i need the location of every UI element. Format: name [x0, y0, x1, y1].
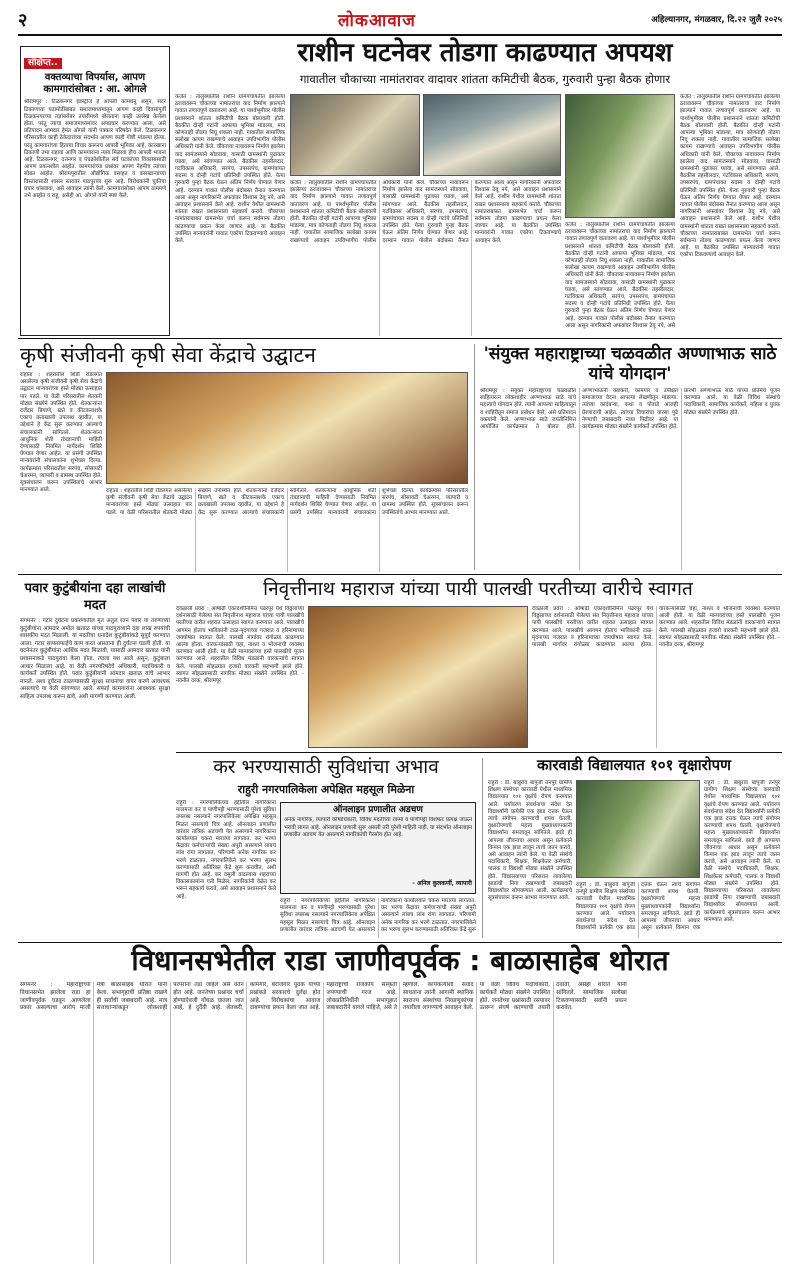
online-box-body: अनेक नागरिक, व्यापारी कोषाधिकारी, विविध मदतीच्या रकमा व पाणीपट्टी विशेषतः प्रत्यक्ष जाऊन भरावी लागत आहे. ऑनलाइन प्रणाली सुरू असली तरी पुरेशी माहिती नाही. या संदर्भात ऑनलाइन प्रणालीत अडचण येत असल्याने नागरिकांची गैरसोय होत आहे. [284, 817, 472, 838]
section-rule-3 [176, 752, 782, 753]
online-box-byline: - अनिल कुलकर्णी, व्यापारी [412, 880, 472, 888]
kar-body-left: राहुरी : नगरपालिकेच्या हद्दीतील नागरिकांना मालमत्ता कर व पाणीपट्टी भरण्यासाठी पुरेशा सुविधा उपलब्ध नसल्याने नगरपालिकेला अपेक्षित महसूल मिळत नसल्याचे चित्र आहे. ऑनलाइन प्रणालीत वारंवार तांत्रिक अडचणी येत असल्याने नागरिकांना कार्यालयात चकरा माराव्या लागतात. कर भरणा केंद्रावर कर्मचाऱ्यांची संख्या अपुरी असल्याने लांबच लांब रांगा लागतात. परिणामी अनेक नागरिक कर भरणे टाळतात. नगरपालिकेने कर भरणा सुलभ करण्यासाठी अतिरिक्त केंद्रे सुरू करावीत, अशी मागणी होत आहे. कर वसुली वाढल्यास शहराच्या विकासकामांना गती मिळेल. नागरिकांनी वेळेत कर भरून सहकार्य करावे, असे आवाहन प्रशासनाने केले आहे. [176, 800, 276, 900]
header-rule [18, 34, 782, 36]
brief-headline: वक्तव्याचा विपर्यास, आपण कामगारांसोबत : आ. ओगले [43, 72, 147, 96]
pawar-headline: पवार कुटुंबीयांना दहा लाखांची मदत [24, 581, 166, 613]
lead-headline: राशीन घटनेवर तोडगा काढण्यात अपयश [297, 38, 673, 68]
karwadi-body-left: राहुरी : डॉ. बाबुराव बापूजी तनपुरे ग्रामीण शिक्षण संस्थेच्या कारवाडी येथील माध्यमिक विद्यालयात १०१ वृक्षांचे रोपण करण्यात आले. पर्यावरण संवर्धनाचा संदेश देत विद्यार्थ्यांनी प्रत्येकी एक झाड दत्तक घेऊन त्याचे संगोपन करण्याची शपथ घेतली. वृक्षारोपणाचे महत्त्व मुख्याध्यापकांनी विद्यार्थ्यांना समजावून सांगितले. झाडे ही आपल्या जीवनाचा आधार असून प्रत्येकाने किमान एक झाड लावून त्याचे जतन करावे, असे आवाहन त्यांनी केले. या वेळी संस्थेचे पदाधिकारी, शिक्षक, शिक्षकेतर कर्मचारी, पालक व विद्यार्थी मोठ्या संख्येने उपस्थित होते. विद्यालयाच्या परिसरात लावलेल्या झाडांची निगा राखण्याची जबाबदारी विद्यार्थ्यांवर सोपवण्यात आली. कार्यक्रमाचे सूत्रसंचालन करून आभार मानण्यात आले. [488, 780, 572, 902]
lead-body-far-right: कर्जत : तालुक्यातील राशीन ग्रामपंचायतीत झालेल्या ठरावावरून चौकाच्या नामांतराचा वाद निर्माण झाल्याने गावात तणावपूर्ण वातावरण आहे. या पार्श्वभूमीवर पोलीस प्रशासनाने शांतता कमिटीची बैठक बोलावली होती. बैठकीत दोन्ही गटांनी आपल्या भूमिका मांडल्या, मात्र कोणताही तोडगा निघू शकला नाही. गावातील सामाजिक सलोखा कायम राखण्याचे आवाहन उपविभागीय पोलीस अधिकारी यांनी केले. चौकाच्या नावावरून निर्माण झालेला वाद सामंजस्याने सोडवावा, यासाठी ग्रामस्थांनी पुढाकार घ्यावा, असे सांगण्यात आले. बैठकीस तहसीलदार, गटविकास अधिकारी, सरपंच, उपसरपंच, ग्रामपंचायत सदस्य व दोन्ही गटांचे प्रतिनिधी उपस्थित होते. येत्या गुरुवारी पुन्हा बैठक घेऊन अंतिम निर्णय घेण्यात येणार आहे. दरम्यान गावात पोलीस बंदोबस्त तैनात करण्यात आला असून नागरिकांनी अफवांवर विश्वास ठेवू नये, असे आवाहन प्रशासनाने केले आहे. राशीन येथील ग्रामस्थांनी शांतता राखत प्रशासनाला सहकार्य करावे. चौकाच्या नामांतराबाबत ग्रामसभेत चर्चा करून सर्वमान्य तोडगा काढण्याचा प्रयत्न केला जाणार आहे. या बैठकीत उपस्थित मान्यवरांनी गावात एकोपा टिकवण्याचे आवाहन केले. [680, 94, 780, 259]
karwadi-headline: कारवाडी विद्यालयात १०१ वृक्षारोपण [537, 756, 731, 774]
online-box [280, 802, 476, 894]
krushi-body-bottom: राहाता : शहरातील शिर्डी रोडलगत असलेल्या कृषी संजीवनी कृषी सेवा केंद्राचे उद्घाटन मान्यवरांच्या हस्ते मोठ्या उत्साहात पार पडले. या वेळी परिसरातील शेतकरी मोठ्या संख्येने उपस्थित होते. शेतकऱ्यांना दर्जेदार बियाणे, खते व कीटकनाशके एकाच छताखाली उपलब्ध व्हावीत, या उद्देशाने हे केंद्र सुरू करण्यात आल्याचे संचालकांनी सांगितले. शेतकऱ्यांना आधुनिक शेती तंत्रज्ञानाची माहिती देण्यासाठी नियमित मार्गदर्शन शिबिरे घेण्यात येणार आहेत. या प्रसंगी उपस्थित मान्यवरांनी संचालकांना शुभेच्छा दिल्या. कार्यक्रमास परिसरातील सरपंच, सोसायटी चेअरमन, व्यापारी व ग्रामस्थ उपस्थित होते. सूत्रसंचालन करून उपस्थितांचे आभार मानण्यात आले. [106, 488, 468, 516]
brief-tag: संक्षिप्त.. [24, 58, 62, 69]
lead-subhead: गावातील चौकाच्या नामांतरावर वादावर शांतता कमिटीची बैठक, गुरुवारी पुन्हा बैठक होणार [299, 72, 671, 86]
annabhau-body: श्रीरामपूर : संयुक्त महाराष्ट्राच्या चळवळीत साहित्यरत्न लोकशाहीर अण्णाभाऊ साठे यांचे महत्त्वाचे योगदान होते. त्यांनी आपल्या साहित्यातून व शाहिरीतून समाज प्रबोधन केले, असे प्रतिपादन वक्त्यांनी केले. अण्णाभाऊ साठे जयंतीनिमित्त आयोजित कार्यक्रमात ते बोलत होते. अण्णाभाऊंनी कष्टकरी, कामगार व उपेक्षित समाजाच्या वेदना आपल्या लेखणीतून मांडल्या. त्यांच्या कादंबऱ्या, कथा व पोवाडे आजही प्रेरणादायी आहेत. त्यांच्या विचारांचा वारसा पुढे नेण्याची जबाबदारी नव्या पिढीवर आहे. या कार्यक्रमास मोठ्या संख्येने कार्यकर्ते उपस्थित होते. प्रारंभी अण्णाभाऊ साठे यांच्या प्रतिमेचे पूजन करण्यात आले. या वेळी विविध संस्थांचे पदाधिकारी, सामाजिक कार्यकर्ते, महिला व युवक मोठ्या संख्येने उपस्थित होते. [480, 388, 780, 431]
lead-body-right: कर्जत : तालुक्यातील राशीन ग्रामपंचायतीत झालेल्या ठरावावरून चौकाच्या नामांतराचा वाद निर्माण झाल्याने गावात तणावपूर्ण वातावरण आहे. या पार्श्वभूमीवर पोलीस प्रशासनाने शांतता कमिटीची बैठक बोलावली होती. बैठकीत दोन्ही गटांनी आपल्या भूमिका मांडल्या, मात्र कोणताही तोडगा निघू शकला नाही. गावातील सामाजिक सलोखा कायम राखण्याचे आवाहन उपविभागीय पोलीस अधिकारी यांनी केले. चौकाच्या नावावरून निर्माण झालेला वाद सामंजस्याने सोडवावा, यासाठी ग्रामस्थांनी पुढाकार घ्यावा, असे सांगण्यात आले. बैठकीस तहसीलदार, गटविकास अधिकारी, सरपंच, उपसरपंच, ग्रामपंचायत सदस्य व दोन्ही गटांचे प्रतिनिधी उपस्थित होते. येत्या गुरुवारी पुन्हा बैठक घेऊन अंतिम निर्णय घेण्यात येणार आहे. दरम्यान गावात पोलीस बंदोबस्त तैनात करण्यात आला असून नागरिकांनी अफवांवर विश्वास ठेवू नये, असे [565, 222, 675, 329]
karwadi-photo [576, 780, 700, 878]
lead-photo-2 [423, 94, 561, 176]
section-rule-4 [18, 942, 782, 943]
masthead-logo: लोकआवाज [338, 11, 416, 31]
section-rule-2 [18, 574, 782, 575]
kar-headline: कर भरण्यासाठी सुविधांचा अभाव [213, 756, 439, 778]
nivruttinath-body-left: देवळाली प्रवरा : आषाढी एकादशीनिमित्त पंढरपूर येथे विठ्ठलाच्या दर्शनासाठी गेलेल्या संत निवृत्तीनाथ महाराज यांच्या पायी पालखीचे परतीच्या वारीत शहरात उत्साहात स्वागत करण्यात आले. पालखीचे आगमन होताच भाविकांनी टाळ-मृदंगाच्या गजरात व हरिनामाच्या जयघोषात स्वागत केले. पालखी मार्गावर रांगोळ्या काढण्यात आल्या होत्या. वारकऱ्यांसाठी चहा, नाश्ता व भोजनाची व्यवस्था करण्यात आली होती. या वेळी मान्यवरांच्या हस्ते पालखीचे पूजन करण्यात आले. शहरातील विविध मंडळांनी वारकऱ्यांचे स्वागत केले. पालखी सोहळ्यात हजारो वारकरी सहभागी झाले होते. स्वागत सोहळ्यासाठी नागरिक मोठ्या संख्येने उपस्थित होते. - नवनीत दरक, श्रीरामपूर [176, 606, 304, 685]
lead-body-middle: कर्जत : तालुक्यातील राशीन ग्रामपंचायतीत झालेल्या ठरावावरून चौकाच्या नामांतराचा वाद निर्माण झाल्याने गावात तणावपूर्ण वातावरण आहे. या पार्श्वभूमीवर पोलीस प्रशासनाने शांतता कमिटीची बैठक बोलावली होती. बैठकीत दोन्ही गटांनी आपल्या भूमिका मांडल्या, मात्र कोणताही तोडगा निघू शकला नाही. गावातील सामाजिक सलोखा कायम राखण्याचे आवाहन उपविभागीय पोलीस अधिकारी यांनी केले. चौकाच्या नावावरून निर्माण झालेला वाद सामंजस्याने सोडवावा, यासाठी ग्रामस्थांनी पुढाकार घ्यावा, असे सांगण्यात आले. बैठकीस तहसीलदार, गटविकास अधिकारी, सरपंच, उपसरपंच, ग्रामपंचायत सदस्य व दोन्ही गटांचे प्रतिनिधी उपस्थित होते. येत्या गुरुवारी पुन्हा बैठक घेऊन अंतिम निर्णय घेण्यात येणार आहे. दरम्यान गावात पोलीस बंदोबस्त तैनात करण्यात आला असून नागरिकांनी अफवांवर विश्वास ठेवू नये, असे आवाहन प्रशासनाने केले आहे. राशीन येथील ग्रामस्थांनी शांतता राखत प्रशासनाला सहकार्य करावे. चौकाच्या नामांतराबाबत ग्रामसभेत चर्चा करून सर्वमान्य तोडगा काढण्याचा प्रयत्न केला जाणार आहे. या बैठकीत उपस्थित मान्यवरांनी गावात एकोपा टिकवण्याचे आवाहन केले. [290, 180, 561, 244]
brief-body: श्रीरामपूर : टिळकनगर इंडस्ट्रीज हे आपली कामधेनु असून, सदर ठिकाणच्या घडामोडींबाबत समाजमाध्यमांतून आपण काही दिवसांपूर्वी टिळकनगरच्या तज्ञांबरोबर तयारीमध्ये बोलताना काही उल्लेख केलेला होता. परंतु त्याचा समाजमाध्यमांवर अपप्रचार करण्यात आला, असे प्रतिपादन आमदार हेमंत ओगले यांनी पत्रकार परिषदेत केले. टिळकनगर परिसरातील काही ठेकेदारांच्या संदर्भात आपण काही गोष्टी मांडल्या होत्या. परंतु कामगारांच्या हिताचा विचार करूनच आपली भूमिका आहे, कारखाना ठिकाणी उभा राहावा आणि कामगारांना न्याय मिळावा हीच आपली भावना आहे. टिळकनगर, दत्तनगर व पंचक्रोशीतील सर्व घटकांच्या विकासासाठी आपण प्रयत्नशील आहोत. कामगारांच्या प्रश्नांवर आपण नेहमीच त्यांच्या सोबत आहोत. श्रीरामपूरातील औद्योगिक वसाहत व कारखान्यांच्या विस्तारासाठी शासन स्तरावर पाठपुरावा सुरू आहे. विरोधकांनी चुकीचा प्रचार थांबवावा, असे आवाहन त्यांनी केले. कामगारांसोबत आपण ठामपणे उभे आहोत व राहू, असेही आ. ओगले यांनी स्पष्ट केले. [24, 99, 166, 200]
pawar-body: संगमनेर : गटार दुर्घटना प्रकरणातील मृत अतुल रतन पवार या तरुणाच्या कुटुंबीयांना आमदार अमोल खताळ यांच्या पाठपुराव्याने दहा लाख रुपयांची शासकीय मदत मिळाली. या मदतीचा धनादेश कुटुंबीयांकडे सुपूर्द करण्यात आला. गटार साफसफाईचे काम करत असताना ही दुर्घटना घडली होती. या घटनेनंतर कुटुंबीयांना आर्थिक मदत मिळावी, यासाठी आमदार खताळ यांनी प्रशासनाकडे पाठपुरावा केला होता. त्याला यश आले असून, कुटुंबाला आधार मिळाला आहे. या वेळी नगरपरिषदेचे अधिकारी, पदाधिकारी व कार्यकर्ते उपस्थित होते. पवार कुटुंबीयांनी आमदार खताळ यांचे आभार मानले. अशा दुर्घटना टाळण्यासाठी सुरक्षा साधनांचा वापर करणे आवश्यक असल्याचे या वेळी सांगण्यात आले. सफाई कामगारांना आवश्यक सुरक्षा साहित्य उपलब्ध करून द्यावे, अशी मागणी करण्यात आली. [20, 618, 170, 700]
thorat-body: संगमनेर : महाराष्ट्राच्या विधानसभेत झालेला राडा हा जाणीवपूर्वक घडवून आणलेला प्रकार असल्याचा आरोप माजी मंत्री बाळासाहेब थोरात यांनी केला. सभागृहाची प्रतिष्ठा राखणे ही सर्वांची जबाबदारी आहे. मात्र सत्ताधाऱ्यांकडून लोकशाही परंपरांना तडा जाईल असे वर्तन होत आहे. जनतेच्या प्रश्नांवर चर्चा होण्याऐवजी गोंधळ घातला जात आहे, हे दुर्दैवी आहे. शेतकरी, कामगार, बेरोजगार युवक यांच्या प्रश्नांकडे सरकारचे दुर्लक्ष होत आहे. विरोधकांचा आवाज दाबण्याचा प्रयत्न केला जात आहे. महाराष्ट्राची राजकीय संस्कृती जपण्याची गरज आहे. लोकप्रतिनिधींनी सभागृहात जबाबदारीने वागले पाहिजे, असे ते म्हणाले. कार्यकर्त्यांशी संवाद साधताना त्यांनी आगामी स्थानिक स्वराज्य संस्थांच्या निवडणुकांच्या तयारीला लागण्याचे आवाहन केले. या वेळी विविध पदाधिकारी, कार्यकर्ते मोठ्या संख्येने उपस्थित होते. जनतेच्या प्रश्नांसाठी रस्त्यावर उतरून संघर्ष करण्याची तयारी ठेवावी, असेही थोरात यांनी सांगितले. सामाजिक सलोखा टिकवण्यासाठी सर्वांनी प्रयत्न करावेत. [20, 982, 627, 1012]
karwadi-body-right: राहुरी : डॉ. बाबुराव बापूजी तनपुरे ग्रामीण शिक्षण संस्थेच्या कारवाडी येथील माध्यमिक विद्यालयात १०१ वृक्षांचे रोपण करण्यात आले. पर्यावरण संवर्धनाचा संदेश देत विद्यार्थ्यांनी प्रत्येकी एक झाड दत्तक घेऊन त्याचे संगोपन करण्याची शपथ घेतली. वृक्षारोपणाचे महत्त्व मुख्याध्यापकांनी विद्यार्थ्यांना समजावून सांगितले. झाडे ही आपल्या जीवनाचा आधार असून प्रत्येकाने किमान एक झाड लावून त्याचे जतन करावे, असे आवाहन त्यांनी केले. या वेळी संस्थेचे पदाधिकारी, शिक्षक, शिक्षकेतर कर्मचारी, पालक व विद्यार्थी मोठ्या संख्येने उपस्थित होते. विद्यालयाच्या परिसरात लावलेल्या झाडांची निगा राखण्याची जबाबदारी विद्यार्थ्यांवर सोपवण्यात आली. कार्यक्रमाचे सूत्रसंचालन करून आभार मानण्यात आले. [704, 780, 780, 923]
nivruttinath-photo [308, 606, 528, 748]
krushi-photo [106, 372, 468, 484]
annabhau-divider [474, 344, 475, 570]
karwadi-divider [482, 758, 483, 938]
online-box-title: ऑनलाइन प्रणालीत अडचण [333, 805, 423, 815]
annabhau-headline: 'संयुक्त महाराष्ट्राच्या चळवळीत अण्णाभाऊ साठे यांचे योगदान' [483, 344, 777, 384]
kar-subhead: राहुरी नगरपालिकेला अपेक्षित महसूल मिळेना [237, 783, 415, 796]
lead-photo-1 [290, 94, 420, 176]
kar-body-right: राहुरी : नगरपालिकेच्या हद्दीतील नागरिकांना मालमत्ता कर व पाणीपट्टी भरण्यासाठी पुरेशा सुविधा उपलब्ध नसल्याने नगरपालिकेला अपेक्षित महसूल मिळत नसल्याचे चित्र आहे. ऑनलाइन प्रणालीत वारंवार तांत्रिक अडचणी येत असल्याने नागरिकांना कार्यालयात चकरा माराव्या लागतात. कर भरणा केंद्रावर कर्मचाऱ्यांची संख्या अपुरी असल्याने लांबच लांब रांगा लागतात. परिणामी अनेक नागरिक कर भरणे टाळतात. नगरपालिकेने कर भरणा सुलभ करण्यासाठी अतिरिक्त केंद्रे सुरू [280, 898, 476, 933]
page-number: २ [18, 10, 28, 31]
section-rule-1 [18, 338, 782, 339]
brief-box [20, 46, 170, 336]
krushi-body-left: राहाता : शहरातील शिर्डी रोडलगत असलेल्या कृषी संजीवनी कृषी सेवा केंद्राचे उद्घाटन मान्यवरांच्या हस्ते मोठ्या उत्साहात पार पडले. या वेळी परिसरातील शेतकरी मोठ्या संख्येने उपस्थित होते. शेतकऱ्यांना दर्जेदार बियाणे, खते व कीटकनाशके एकाच छताखाली उपलब्ध व्हावीत, या उद्देशाने हे केंद्र सुरू करण्यात आल्याचे संचालकांनी सांगितले. शेतकऱ्यांना आधुनिक शेती तंत्रज्ञानाची माहिती देण्यासाठी नियमित मार्गदर्शन शिबिरे घेण्यात येणार आहेत. या प्रसंगी उपस्थित मान्यवरांनी संचालकांना शुभेच्छा दिल्या. कार्यक्रमास परिसरातील सरपंच, सोसायटी चेअरमन, व्यापारी व ग्रामस्थ उपस्थित होते. सूत्रसंचालन करून उपस्थितांचे आभार मानण्यात आले. [20, 372, 102, 494]
lead-photo-3 [565, 94, 675, 218]
dateline: अहिल्यानगर, मंगळवार, दि.२२ जुलै २०२५ [651, 15, 782, 25]
nivruttinath-headline: निवृत्तीनाथ महाराज यांच्या पायी पालखी परतीच्या वारीचे स्वागत [263, 578, 693, 600]
krushi-headline: कृषी संजीवनी कृषी सेवा केंद्राचे उद्घाटन [20, 343, 316, 367]
karwadi-body-bottom: राहुरी : डॉ. बाबुराव बापूजी तनपुरे ग्रामीण शिक्षण संस्थेच्या कारवाडी येथील माध्यमिक विद्यालयात १०१ वृक्षांचे रोपण करण्यात आले. पर्यावरण संवर्धनाचा संदेश देत विद्यार्थ्यांनी प्रत्येकी एक झाड दत्तक घेऊन त्याचे संगोपन करण्याची शपथ घेतली. वृक्षारोपणाचे महत्त्व मुख्याध्यापकांनी विद्यार्थ्यांना समजावून सांगितले. झाडे ही आपल्या जीवनाचा आधार असून प्रत्येकाने किमान एक [576, 882, 700, 932]
page-header [18, 6, 782, 36]
nivruttinath-body-right: देवळाली प्रवरा : आषाढी एकादशीनिमित्त पंढरपूर येथे विठ्ठलाच्या दर्शनासाठी गेलेल्या संत निवृत्तीनाथ महाराज यांच्या पायी पालखीचे परतीच्या वारीत शहरात उत्साहात स्वागत करण्यात आले. पालखीचे आगमन होताच भाविकांनी टाळ-मृदंगाच्या गजरात व हरिनामाच्या जयघोषात स्वागत केले. पालखी मार्गावर रांगोळ्या काढण्यात आल्या होत्या. वारकऱ्यांसाठी चहा, नाश्ता व भोजनाची व्यवस्था करण्यात आली होती. या वेळी मान्यवरांच्या हस्ते पालखीचे पूजन करण्यात आले. शहरातील विविध मंडळांनी वारकऱ्यांचे स्वागत केले. पालखी सोहळ्यात हजारो वारकरी सहभागी झाले होते. स्वागत सोहळ्यासाठी नागरिक मोठ्या संख्येने उपस्थित होते. - नवनीत दरक, श्रीरामपूर [532, 606, 780, 649]
thorat-headline: विधानसभेतील राडा जाणीवपूर्वक : बाळासाहेब थोरात [131, 944, 669, 977]
lead-body-left: कर्जत : तालुक्यातील राशीन ग्रामपंचायतीत झालेल्या ठरावावरून चौकाच्या नामांतराचा वाद निर्माण झाल्याने गावात तणावपूर्ण वातावरण आहे. या पार्श्वभूमीवर पोलीस प्रशासनाने शांतता कमिटीची बैठक बोलावली होती. बैठकीत दोन्ही गटांनी आपल्या भूमिका मांडल्या, मात्र कोणताही तोडगा निघू शकला नाही. गावातील सामाजिक सलोखा कायम राखण्याचे आवाहन उपविभागीय पोलीस अधिकारी यांनी केले. चौकाच्या नावावरून निर्माण झालेला वाद सामंजस्याने सोडवावा, यासाठी ग्रामस्थांनी पुढाकार घ्यावा, असे सांगण्यात आले. बैठकीस तहसीलदार, गटविकास अधिकारी, सरपंच, उपसरपंच, ग्रामपंचायत सदस्य व दोन्ही गटांचे प्रतिनिधी उपस्थित होते. येत्या गुरुवारी पुन्हा बैठक घेऊन अंतिम निर्णय घेण्यात येणार आहे. दरम्यान गावात पोलीस बंदोबस्त तैनात करण्यात आला असून नागरिकांनी अफवांवर विश्वास ठेवू नये, असे आवाहन प्रशासनाने केले आहे. राशीन येथील ग्रामस्थांनी शांतता राखत प्रशासनाला सहकार्य करावे. चौकाच्या नामांतराबाबत ग्रामसभेत चर्चा करून सर्वमान्य तोडगा काढण्याचा प्रयत्न केला जाणार आहे. या बैठकीत उपस्थित मान्यवरांनी गावात एकोपा टिकवण्याचे आवाहन केले. [175, 94, 285, 245]
